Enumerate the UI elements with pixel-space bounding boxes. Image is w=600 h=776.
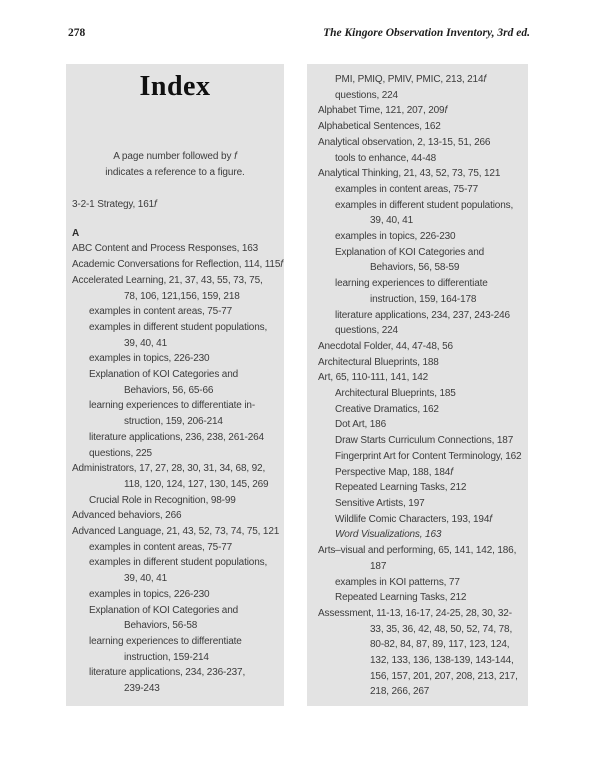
index-entry-line: learning experiences to differentiate in- <box>89 400 255 412</box>
index-entry-line: instruction, 159-214 <box>124 651 209 663</box>
section-letter-a: A <box>72 227 80 239</box>
index-left-column <box>66 64 284 706</box>
index-entry-line: literature applications, 236, 238, 261-264 <box>89 431 264 443</box>
figure-suffix: f <box>489 513 492 525</box>
index-entry-line: Assessment, 11-13, 16-17, 24-25, 28, 30, 32- <box>318 607 512 619</box>
index-entry-line: 39, 40, 41 <box>370 215 413 227</box>
index-entry-line: Draw Starts Curriculum Connections, 187 <box>335 435 514 447</box>
index-entry-line: Repeated Learning Tasks, 212 <box>335 482 467 494</box>
index-entry-line: 80-82, 84, 87, 89, 117, 123, 124, <box>370 639 510 651</box>
index-entry-line: examples in KOI patterns, 77 <box>335 576 460 588</box>
index-entry-line: 39, 40, 41 <box>124 573 167 585</box>
index-entry-line: Anecdotal Folder, 44, 47-48, 56 <box>318 340 453 352</box>
index-entry-line: tools to enhance, 44-48 <box>335 152 437 164</box>
index-entry-line: examples in different student populations, <box>335 199 514 211</box>
index-entry-line: examples in topics, 226-230 <box>335 231 456 243</box>
figure-note-f: f <box>234 151 237 162</box>
index-entry-line: PMI, PMIQ, PMIV, PMIC, 213, 214f <box>335 74 487 85</box>
index-entry-line: Architectural Blueprints, 188 <box>318 356 439 368</box>
index-entry-line: Crucial Role in Recognition, 98-99 <box>89 494 236 506</box>
index-entry-line: 78, 106, 121,156, 159, 218 <box>124 290 240 302</box>
figure-note-text: A page number followed by <box>113 151 235 162</box>
right-entry-list <box>312 72 528 700</box>
index-entry-line: Art, 65, 110-111, 141, 142 <box>318 372 429 384</box>
index-entry-line: Explanation of KOI Categories and <box>89 604 239 616</box>
index-entry-line: ABC Content and Process Responses, 163 <box>72 243 259 255</box>
index-entry-line: Behaviors, 56, 65-66 <box>124 384 214 396</box>
index-entry-line: 39, 40, 41 <box>124 337 167 349</box>
index-entry-line: 132, 133, 136, 138-139, 143-144, <box>370 655 514 667</box>
index-entry-line: literature applications, 234, 237, 243-246 <box>335 309 510 321</box>
figure-suffix: f <box>280 259 283 271</box>
index-right-column <box>307 64 528 706</box>
index-entry-line: 33, 35, 36, 42, 48, 50, 52, 74, 78, <box>370 623 513 635</box>
index-entry-line: Administrators, 17, 27, 28, 30, 31, 34, 68, 92, <box>72 463 266 475</box>
index-entry-line: Advanced behaviors, 266 <box>72 510 182 522</box>
index-entry-line: Arts–visual and performing, 65, 141, 142, 186, <box>318 545 517 557</box>
index-entry-line: 187 <box>370 560 387 572</box>
index-entry-line: Alphabetical Sentences, 162 <box>318 121 441 133</box>
index-entry-line: Creative Dramatics, 162 <box>335 403 439 415</box>
figure-suffix: f <box>444 105 448 117</box>
index-entry-line: literature applications, 234, 236-237, <box>89 667 246 679</box>
index-entry-line: Repeated Learning Tasks, 212 <box>335 592 467 604</box>
index-entry-line: Explanation of KOI Categories and <box>335 246 485 258</box>
index-entry-line: 218, 266, 267 <box>370 686 430 698</box>
index-entry-line: Fingerprint Art for Content Terminology, 162 <box>335 450 522 462</box>
index-entry-line: examples in topics, 226-230 <box>89 353 210 365</box>
index-title: Index <box>139 71 211 102</box>
index-entry-line: Behaviors, 56, 58-59 <box>370 262 460 274</box>
index-entry-line: Accelerated Learning, 21, 37, 43, 55, 73, 75, <box>72 274 263 286</box>
index-entry-line: Word Visualizations, 163 <box>335 529 442 541</box>
index-entry-line: Architectural Blueprints, 185 <box>335 388 456 400</box>
index-entry-line: examples in topics, 226-230 <box>89 588 210 600</box>
index-entry-line: Analytical observation, 2, 13-15, 51, 266 <box>318 136 491 148</box>
page-header <box>68 27 530 39</box>
index-entry-line: Behaviors, 56-58 <box>124 620 198 632</box>
index-entry-line: learning experiences to differentiate <box>335 278 488 290</box>
index-entry-line: Dot Art, 186 <box>335 419 387 431</box>
index-entry-line: instruction, 159, 164-178 <box>370 293 477 305</box>
index-entry-line: examples in content areas, 75-77 <box>89 541 233 553</box>
index-entry-line: examples in content areas, 75-77 <box>335 183 479 195</box>
figure-suffix: f <box>154 199 157 210</box>
index-entry-line: Alphabet Time, 121, 207, 209f <box>318 105 448 117</box>
index-entry-line: Analytical Thinking, 21, 43, 52, 73, 75, 121 <box>318 168 501 180</box>
page-number: 278 <box>68 27 86 39</box>
index-entry-line: questions, 224 <box>335 89 398 101</box>
index-entry-line: Advanced Language, 21, 43, 52, 73, 74, 75, 121 <box>72 526 280 538</box>
index-entry-line: Explanation of KOI Categories and <box>89 369 239 381</box>
index-entry-line: 3-2-1 Strategy, 161f <box>72 199 157 210</box>
index-entry-line: Academic Conversations for Reflection, 114, 115f <box>72 259 283 271</box>
index-entry-line: learning experiences to differentiate <box>89 635 242 647</box>
index-entry-line: 239-243 <box>124 683 160 695</box>
index-entry-line: struction, 159, 206-214 <box>124 416 223 428</box>
left-entry-list <box>66 241 284 696</box>
running-title: The Kingore Observation Inventory, 3rd ed. <box>323 27 530 39</box>
index-entry-line: examples in content areas, 75-77 <box>89 306 233 318</box>
figure-suffix: f <box>450 466 453 478</box>
index-entry-line: Sensitive Artists, 197 <box>335 497 425 509</box>
index-entry-line: examples in different student populations, <box>89 557 268 569</box>
figure-note-line2: indicates a reference to a figure. <box>105 166 245 178</box>
index-entry-line: questions, 225 <box>89 447 152 459</box>
figure-note-line1 <box>66 149 284 165</box>
index-entry-line: 118, 120, 124, 127, 130, 145, 269 <box>124 478 269 490</box>
index-entry-line: 156, 157, 201, 207, 208, 213, 217, <box>370 670 518 682</box>
pre-alphabet-entries <box>66 197 284 213</box>
index-entry-line: Wildlife Comic Characters, 193, 194f <box>335 513 492 525</box>
index-entry-line: Perspective Map, 188, 184f <box>335 466 453 478</box>
index-entry-line: examples in different student populations, <box>89 321 268 333</box>
index-entry-line: questions, 224 <box>335 325 398 337</box>
figure-note <box>66 149 284 180</box>
figure-suffix: f <box>483 74 487 85</box>
